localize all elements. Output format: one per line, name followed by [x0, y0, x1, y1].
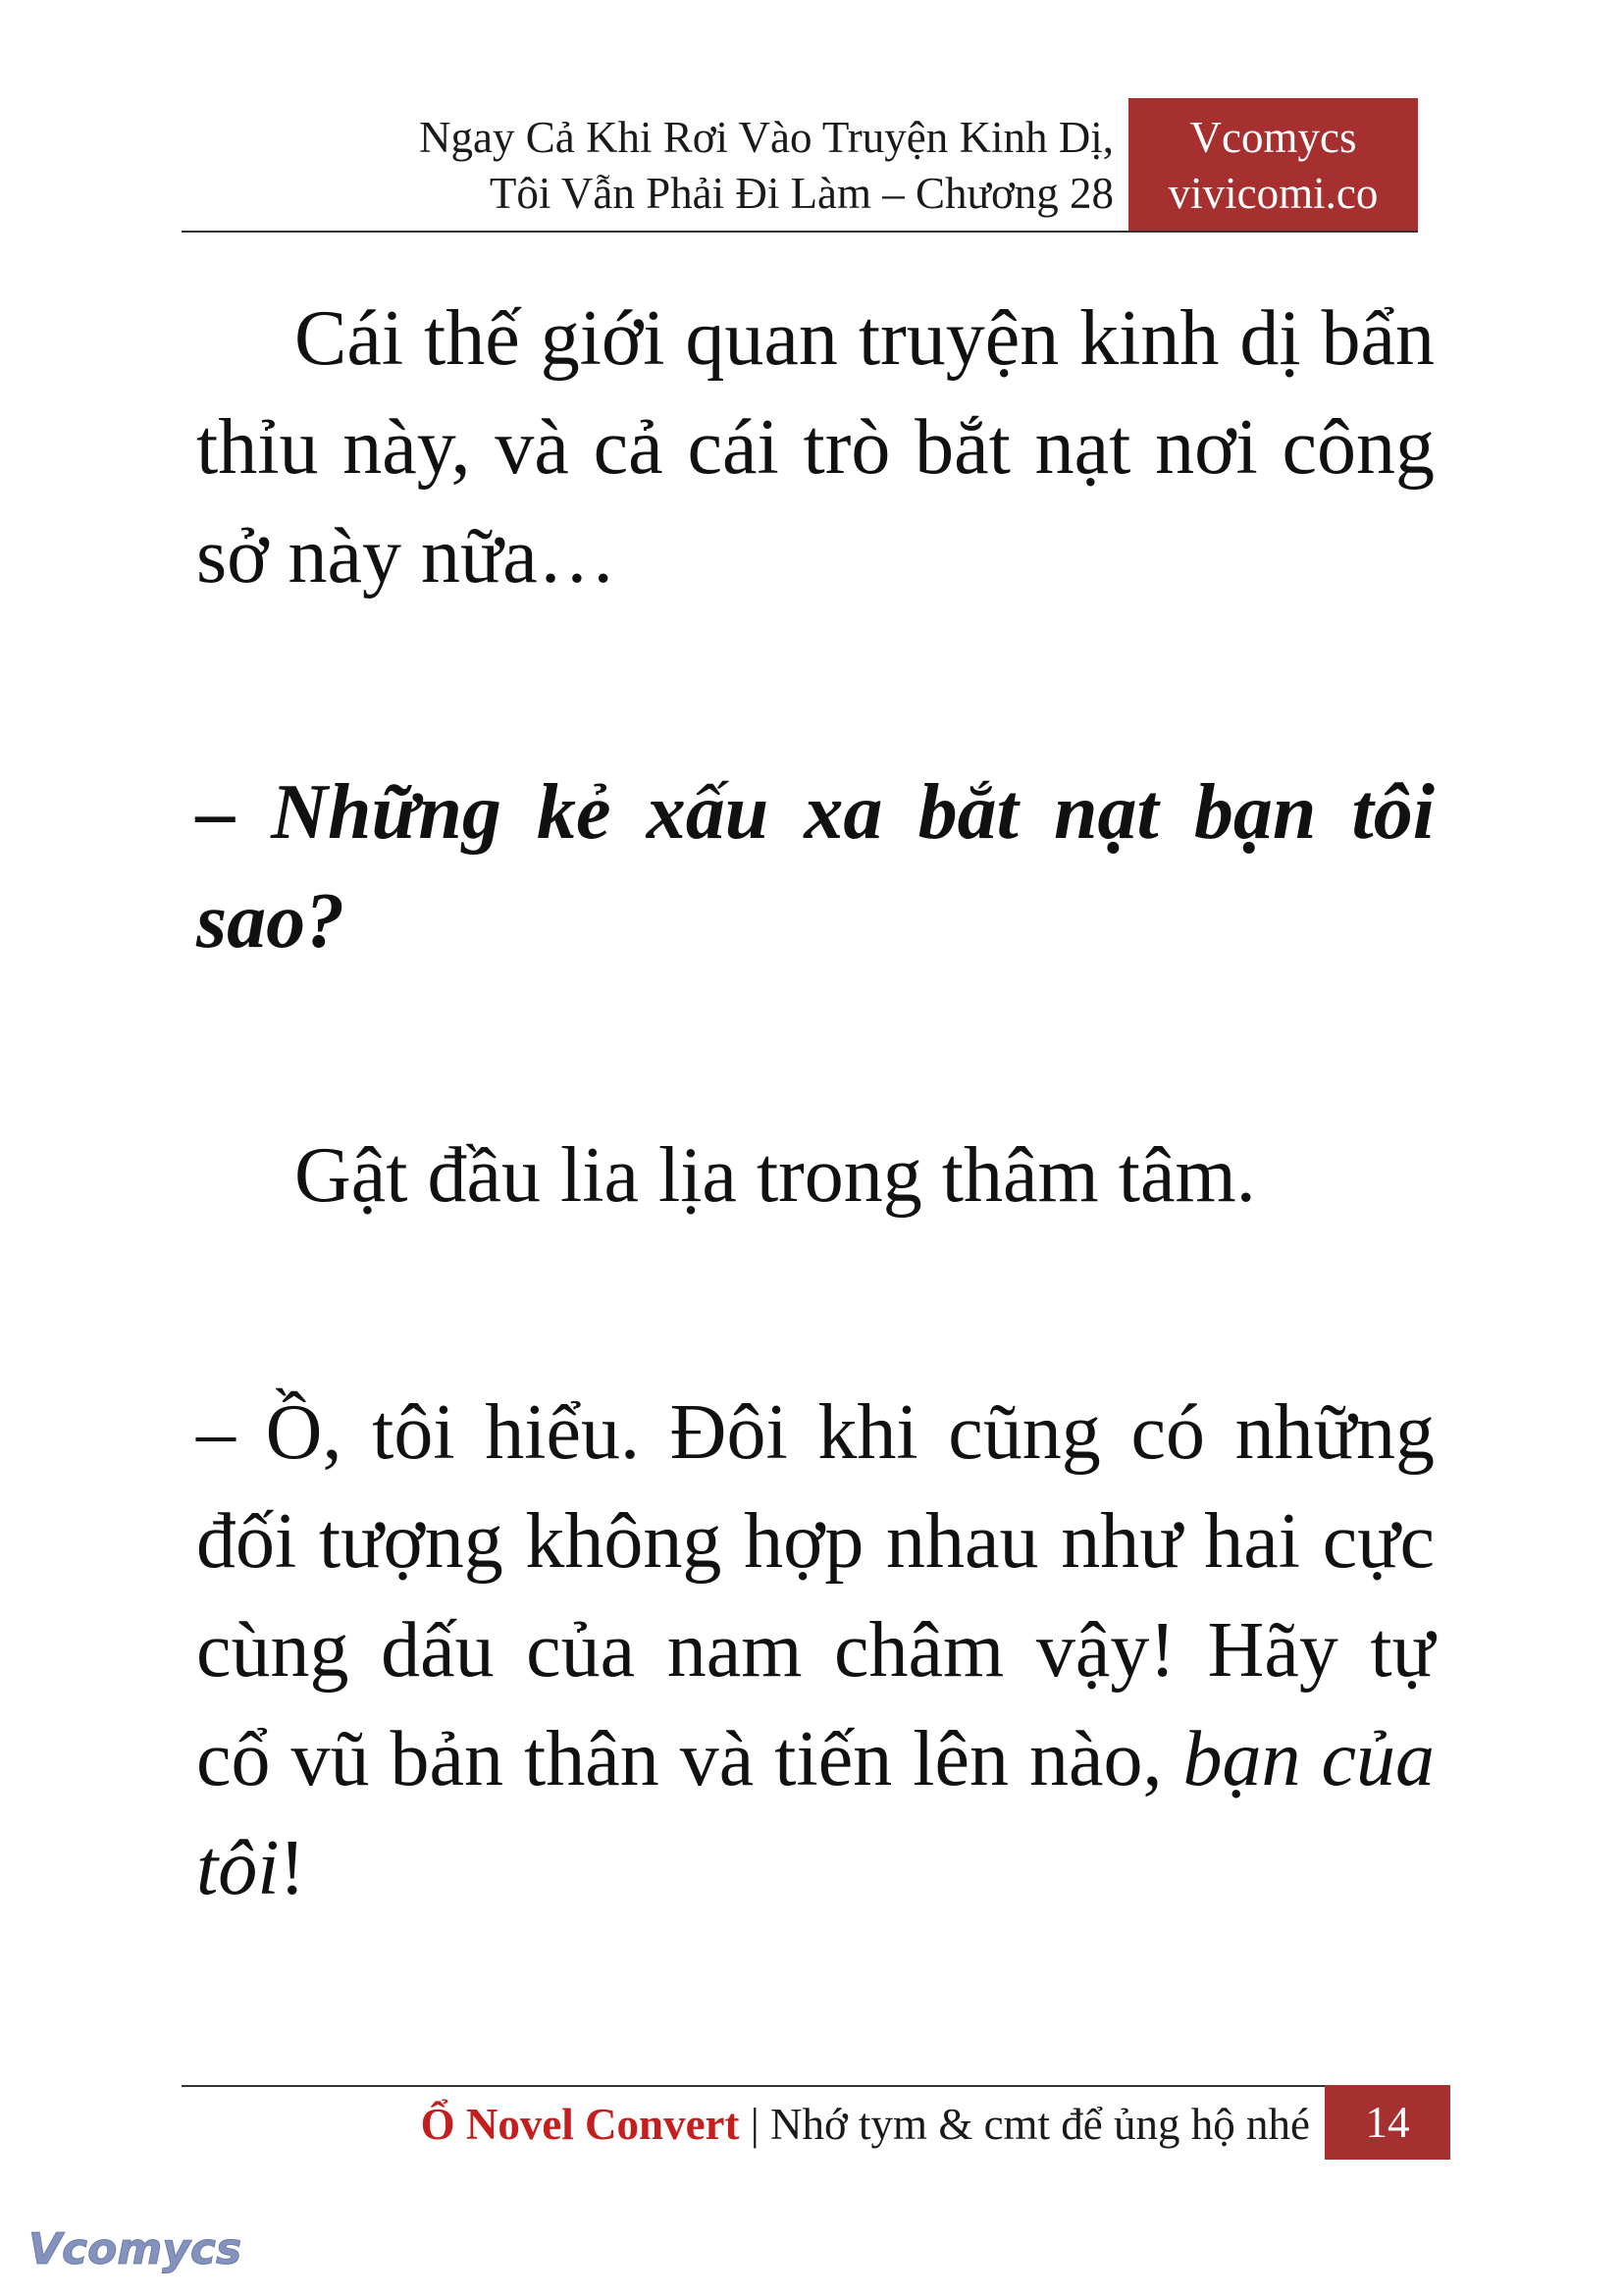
header-brand-url: vivicomi.co — [1168, 169, 1379, 218]
header-brand-name: Vcomycs — [1189, 113, 1357, 162]
page-number: 14 — [1325, 2085, 1450, 2160]
paragraph-4-end: ! — [279, 1825, 306, 1911]
header-title-line-1: Ngay Cả Khi Rơi Vào Truyện Kinh Dị, — [419, 113, 1114, 162]
header-divider — [182, 231, 1418, 233]
footer-message: Nhớ tym & cmt để ủng hộ nhé — [770, 2100, 1310, 2149]
paragraph-4-dialogue — [196, 1379, 1435, 1923]
header-title-line-2: Tôi Vẫn Phải Đi Làm – Chương 28 — [489, 169, 1114, 218]
paragraph-4-main: – Ồ, tôi hiểu. Đôi khi cũng có những đối tượng không hợp nhau như hai cực cùng dấu của nam châm vậy! Hãy tự cổ vũ bản thân và tiến lên nào, — [196, 1389, 1435, 1802]
paragraph-1: Cái thế giới quan truyện kinh dị bẩn thỉu này, và cả cái trò bắt nạt nơi công sở này nữa… — [196, 295, 1435, 600]
paragraph-2-dialogue: – Những kẻ xấu xa bắt nạt bạn tôi sao? — [196, 769, 1435, 965]
header-brand-box — [1128, 98, 1418, 232]
paragraph-3: Gật đầu lia lịa trong thâm tâm. — [294, 1132, 1256, 1219]
header-title — [182, 110, 1114, 222]
footer-brand: Ổ Novel Convert — [420, 2100, 740, 2149]
footer-separator: | — [739, 2100, 771, 2149]
paragraph-4-italic: bạn của tôi — [196, 1716, 1436, 1911]
footer-text — [182, 2095, 1310, 2154]
chapter-text — [196, 285, 1435, 1923]
watermark-logo-text: Vcomycs — [28, 2224, 242, 2274]
footer-divider — [182, 2085, 1325, 2087]
watermark-logo — [25, 2213, 250, 2281]
